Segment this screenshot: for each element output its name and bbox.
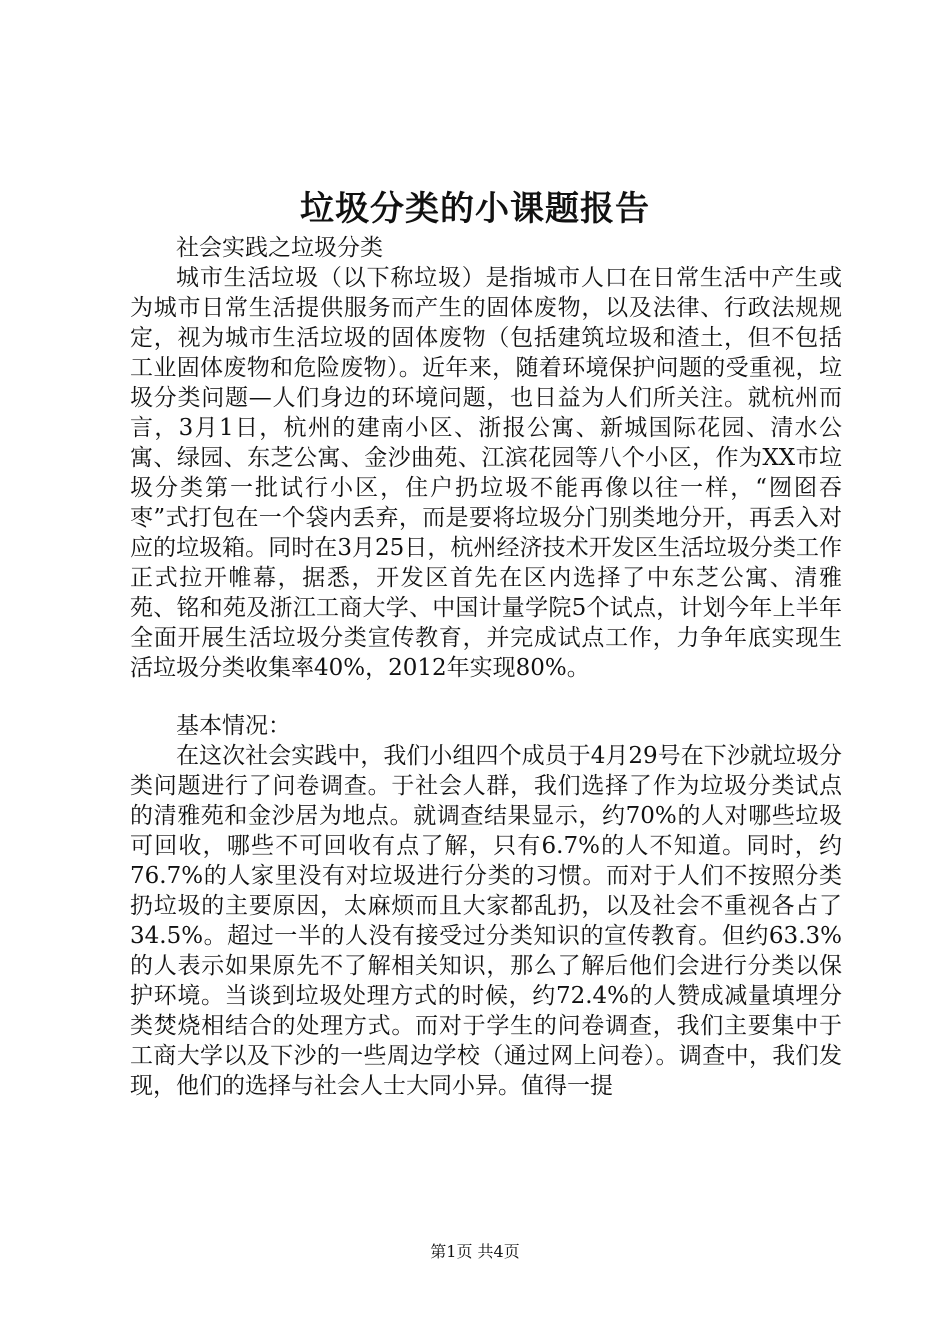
document-body — [130, 233, 842, 1101]
section-heading: 基本情况： — [176, 713, 291, 739]
page-number-footer: 第1页 共4页 — [430, 1242, 520, 1261]
document-title: 垃圾分类的小课题报告 — [300, 189, 650, 229]
basic-situation-paragraph: 在这次社会实践中，我们小组四个成员于4月29号在下沙就垃圾分类问题进行了问卷调查。于社会人群，我们选择了作为垃圾分类试点的清雅苑和金沙居为地点。就调查结果显示，约70%的人对哪些垃圾可回收，哪些不可回收有点了解，只有6.7%的人不知道。同时，约76.7%的人家里没有对垃圾进行分类的习惯。而对于人们不按照分类扔垃圾的主要原因，太麻烦而且大家都乱扔，以及社会不重视各占了34.5%。超过一半的人没有接受过分类知识的宣传教育。但约63.3%的人表示如果原先不了解相关知识，那么了解后他们会进行分类以保护环境。当谈到垃圾处理方式的时候，约72.4%的人赞成减量填埋分类焚烧相结合的处理方式。而对于学生的问卷调查，我们主要集中于工商大学以及下沙的一些周边学校（通过网上问卷）。调查中，我们发现，他们的选择与社会人士大同小异。值得一提 — [130, 743, 842, 1099]
intro-paragraph: 城市生活垃圾（以下称垃圾）是指城市人口在日常生活中产生或为城市日常生活提供服务而产生的固体废物，以及法律、行政法规规定，视为城市生活垃圾的固体废物（包括建筑垃圾和渣土，但不包括工业固体废物和危险废物）。近年来，随着环境保护问题的受重视，垃圾分类问题—人们身边的环境问题，也日益为人们所关注。就杭州而言，3月1日，杭州的建南小区、浙报公寓、新城国际花园、清水公寓、绿园、东芝公寓、金沙曲苑、江滨花园等八个小区，作为XX市垃圾分类第一批试行小区，住户扔垃圾不能再像以往一样，“囫囵吞枣”式打包在一个袋内丢弃，而是要将垃圾分门别类地分开，再丢入对应的垃圾箱。同时在3月25日，杭州经济技术开发区生活垃圾分类工作正式拉开帷幕，据悉，开发区首先在区内选择了中东芝公寓、清雅苑、铭和苑及浙江工商大学、中国计量学院5个试点，计划今年上半年全面开展生活垃圾分类宣传教育，并完成试点工作，力争年底实现生活垃圾分类收集率40%，2012年实现80%。 — [130, 265, 842, 681]
subtitle-line: 社会实践之垃圾分类 — [176, 235, 383, 261]
